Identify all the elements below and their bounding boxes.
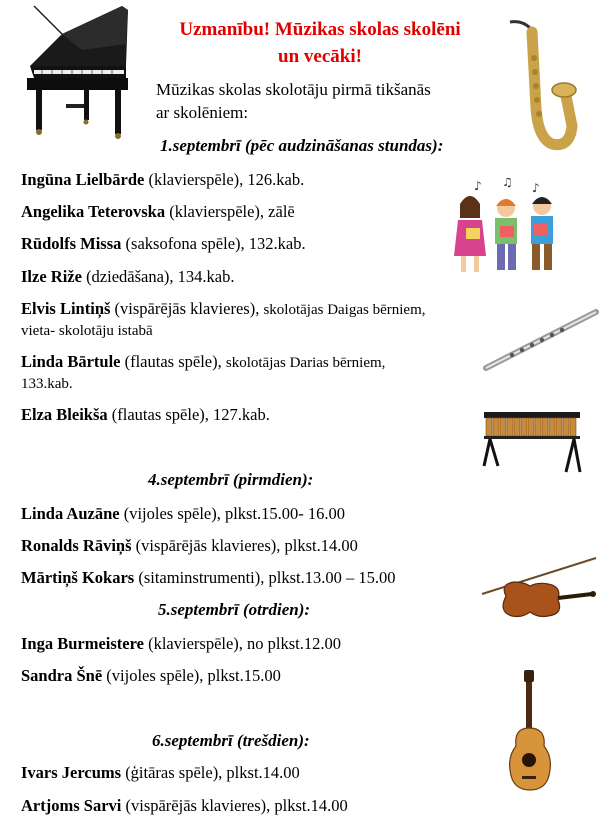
list-item xyxy=(21,170,304,190)
teacher-name: Ingūna Lielbārde xyxy=(21,170,145,189)
section-date-3: 5.septembrī (otrdien): xyxy=(158,600,311,619)
list-item xyxy=(21,405,270,425)
teacher-detail: (flautas spēle), 127.kab. xyxy=(107,405,270,424)
singing-children-icon xyxy=(452,178,560,278)
flute-icon xyxy=(482,306,602,376)
svg-text:♪: ♪ xyxy=(532,181,540,195)
teacher-detail: (vispārējās klavieres), xyxy=(110,299,264,318)
page-title xyxy=(150,16,490,70)
title-line-1: Uzmanību! Mūzikas skolas skolēni xyxy=(179,19,461,40)
teacher-detail: (vispārējās klavieres), plkst.14.00 xyxy=(131,536,358,555)
list-item xyxy=(21,763,300,783)
list-item xyxy=(21,267,235,287)
teacher-name: Ilze Riže xyxy=(21,267,82,286)
intro-text xyxy=(156,78,476,124)
teacher-detail: (saksofona spēle), 132.kab. xyxy=(121,234,306,253)
list-item xyxy=(21,202,295,222)
teacher-name: Elvis Lintiņš xyxy=(21,299,111,318)
teacher-name: Ivars Jercums xyxy=(21,763,122,782)
teacher-detail: (ģitāras spēle), plkst.14.00 xyxy=(121,763,300,782)
saxophone-icon xyxy=(500,18,580,156)
list-item xyxy=(21,234,306,254)
teacher-detail: (klavierspēle), 126.kab. xyxy=(144,170,305,189)
xylophone-icon xyxy=(480,406,584,478)
intro-line-1: Mūzikas skolas skolotāju pirmā tikšanās xyxy=(156,80,431,99)
section-date-1: 1.septembrī (pēc audzināšanas stundas): xyxy=(160,136,444,155)
section-date-4: 6.septembrī (trešdien): xyxy=(152,731,310,750)
teacher-detail: (klavierspēle), zālē xyxy=(165,202,295,221)
violin-icon xyxy=(480,556,598,624)
teacher-detail: (vispārējās klavieres), plkst.14.00 xyxy=(121,796,348,815)
teacher-detail: (flautas spēle), xyxy=(120,352,226,371)
grand-piano-icon xyxy=(22,4,134,139)
teacher-name: Linda Bārtule xyxy=(21,352,121,371)
section-date-2: 4.septembrī (pirmdien): xyxy=(148,470,314,489)
teacher-room: 133.kab. xyxy=(21,376,73,392)
list-item xyxy=(21,536,358,556)
teacher-detail: (vijoles spēle), plkst.15.00 xyxy=(102,666,281,685)
teacher-note: skolotājas Daigas bērniem, vieta- skolotāju istabā xyxy=(21,302,426,339)
guitar-icon xyxy=(504,668,556,794)
svg-text:♪: ♪ xyxy=(474,179,482,193)
teacher-detail: (dziedāšana), 134.kab. xyxy=(81,267,235,286)
teacher-name: Elza Bleikša xyxy=(21,405,108,424)
list-item xyxy=(21,299,461,341)
list-item xyxy=(21,666,281,686)
teacher-name: Ronalds Rāviņš xyxy=(21,536,132,555)
list-item xyxy=(21,504,345,524)
svg-text:♫: ♫ xyxy=(502,178,513,189)
teacher-detail: (sitaminstrumenti), plkst.13.00 – 15.00 xyxy=(134,568,396,587)
teacher-name: Rūdolfs Missa xyxy=(21,234,122,253)
title-line-2: un vecāki! xyxy=(278,46,362,67)
list-item xyxy=(21,796,348,816)
teacher-note: skolotājas Darias bērniem, xyxy=(225,355,386,371)
intro-line-2: ar skolēniem: xyxy=(156,103,249,122)
teacher-detail: (klavierspēle), no plkst.12.00 xyxy=(143,634,342,653)
teacher-name: Artjoms Sarvi xyxy=(21,796,122,815)
teacher-name: Angelika Teterovska xyxy=(21,202,166,221)
teacher-detail: (vijoles spēle), plkst.15.00- 16.00 xyxy=(119,504,346,523)
teacher-name: Sandra Šnē xyxy=(21,666,103,685)
list-item xyxy=(21,352,461,394)
list-item xyxy=(21,634,341,654)
teacher-name: Inga Burmeistere xyxy=(21,634,144,653)
teacher-name: Linda Auzāne xyxy=(21,504,120,523)
list-item xyxy=(21,568,395,588)
teacher-name: Mārtiņš Kokars xyxy=(21,568,135,587)
